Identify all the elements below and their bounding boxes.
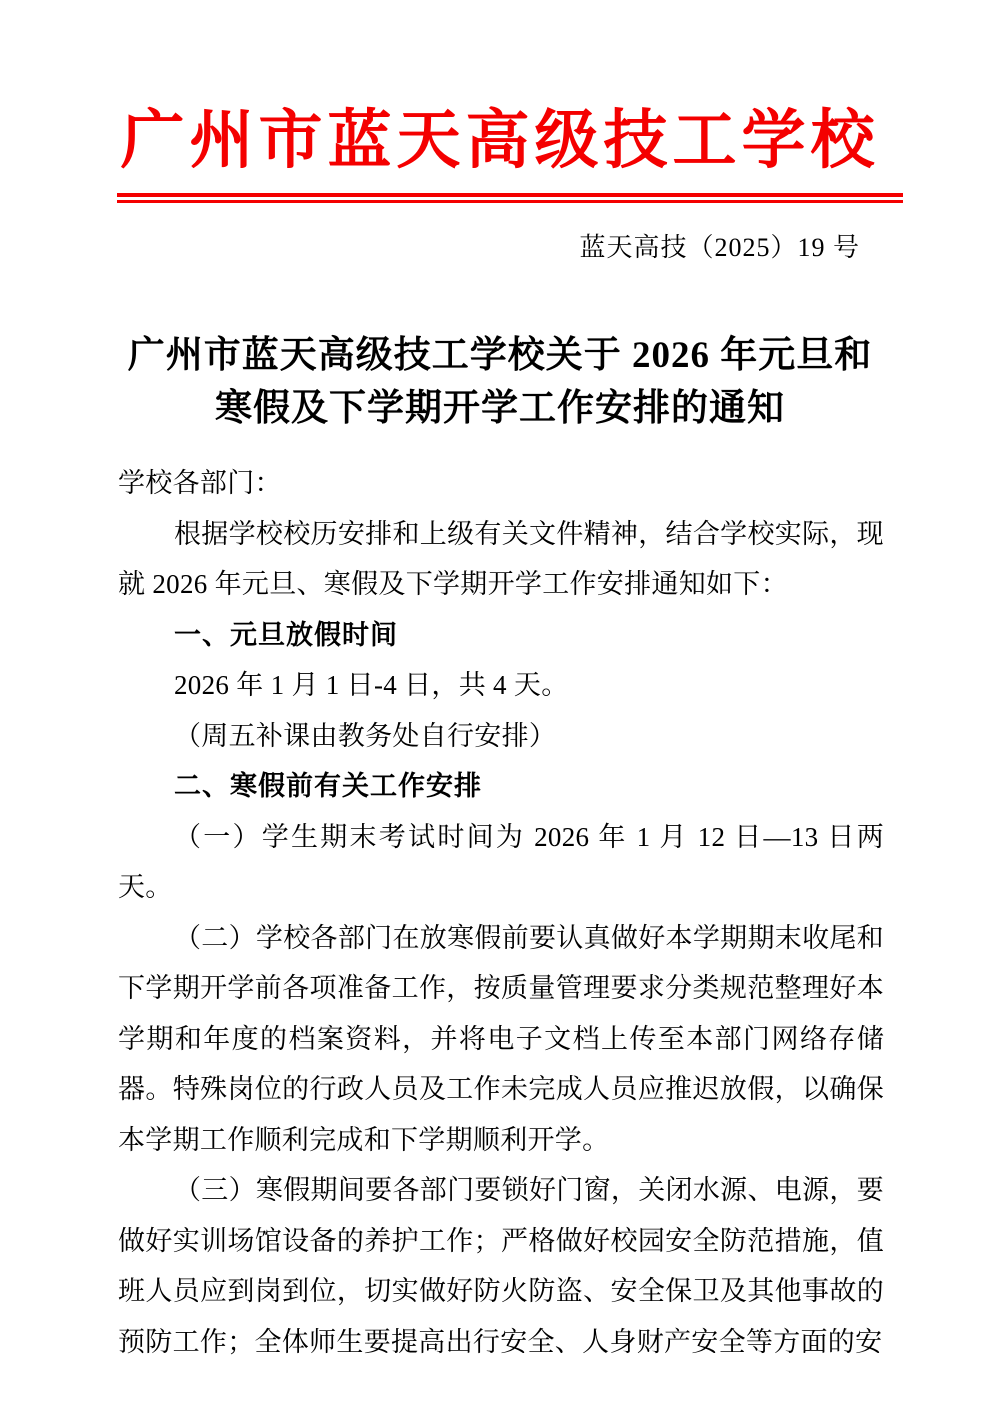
holiday-dates-paragraph: 2026 年 1 月 1 日-4 日，共 4 天。 [174,670,569,701]
section-1-heading: 一、元旦放假时间 [174,619,398,650]
intro-paragraph: 根据学校校历安排和上级有关文件精神，结合学校实际，现就 2026 年元旦、寒假及下学期开学工作安排通知如下： [118,518,884,600]
item-3-paragraph: （三）寒假期间要各部门要锁好门窗，关闭水源、电源，要做好实训场馆设备的养护工作；严格做好校园安全防范措施，值班人员应到岗到位，切实做好防火防盗、安全保卫及其他事故的预防工作；全体师生要提高出行安全、人身财产安全等方面的安 [118,1175,884,1357]
letterhead-double-rule [117,193,903,203]
makeup-class-note: （周五补课由教务处自行安排） [174,720,557,751]
document-title [0,329,1000,435]
salutation: 学校各部门： [118,468,282,499]
document-number: 蓝天高技（2025）19 号 [579,233,860,263]
item-1-paragraph: （一）学生期末考试时间为 2026 年 1 月 12 日—13 日两天。 [118,821,884,903]
section-2-heading: 二、寒假前有关工作安排 [174,771,482,802]
letterhead-school-name: 广州市蓝天高级技工学校 [120,105,880,176]
item-2-paragraph: （二）学校各部门在放寒假前要认真做好本学期期末收尾和下学期开学前各项准备工作，按质量管理要求分类规范整理好本学期和年度的档案资料，并将电子文档上传至本部门网络存储器。特殊岗位的行政人员及工作未完成人员应推迟放假，以确保本学期工作顺利完成和下学期顺利开学。 [118,922,884,1155]
rule-thin-line [117,200,903,203]
document-title-line1: 广州市蓝天高级技工学校关于 2026 年元旦和 [127,335,873,377]
document-title-line2: 寒假及下学期开学工作安排的通知 [215,388,785,430]
document-body [118,458,884,1367]
rule-thick-line [117,193,903,197]
